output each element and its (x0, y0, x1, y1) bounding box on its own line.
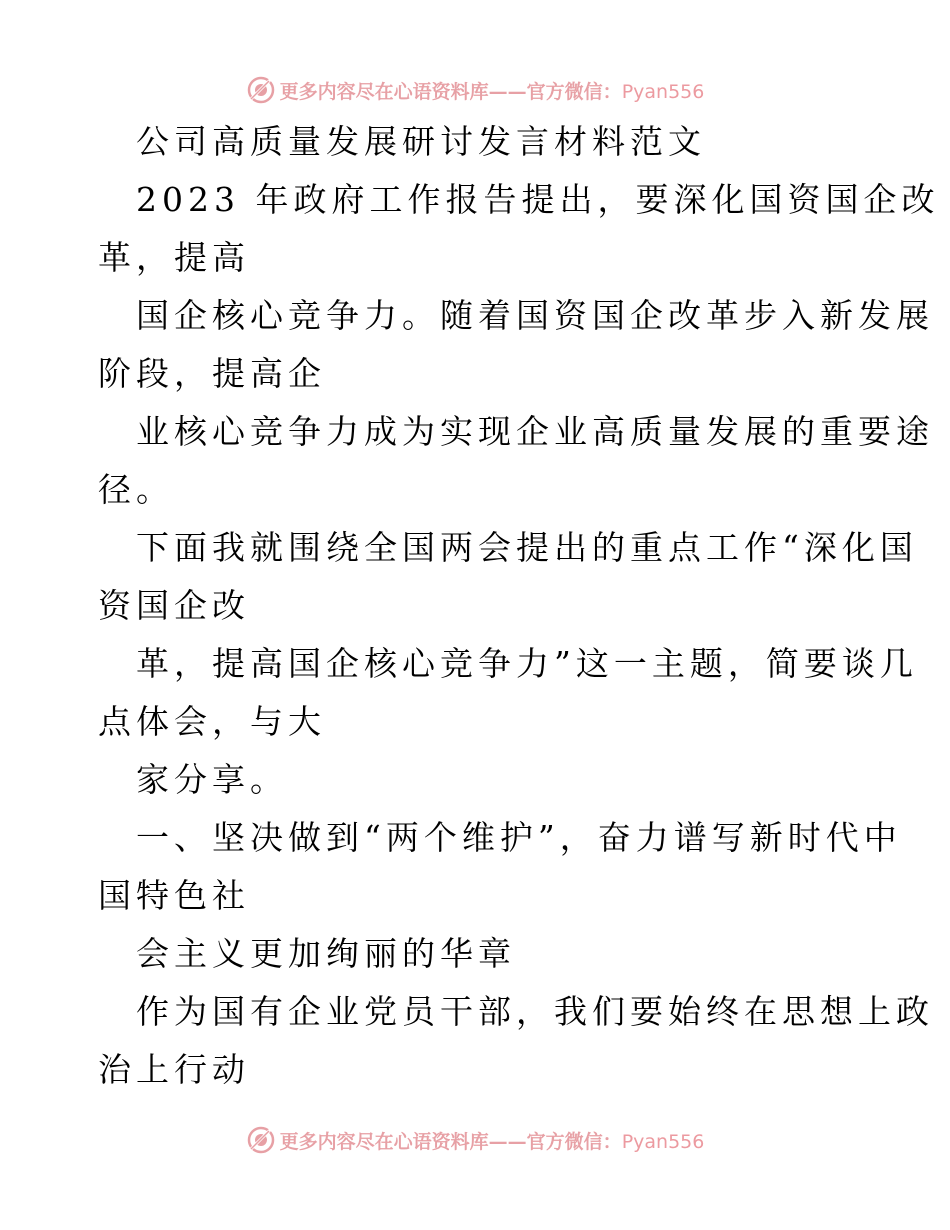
paragraph-line: 家分享。 (136, 760, 288, 799)
header-banner (0, 70, 950, 110)
paragraph-line: 阶段，提高企 (98, 354, 326, 393)
footer-brand-text: 更多内容尽在心语资料库——官方微信：Pyan556 (279, 1130, 705, 1153)
section-heading-line: 会主义更加绚丽的华章 (136, 934, 516, 973)
header-brand-text: 更多内容尽在心语资料库——官方微信：Pyan556 (279, 80, 705, 103)
paragraph-line: 径。 (98, 470, 174, 509)
paragraph-line: 2023 年政府工作报告提出，要深化国资国企改 (136, 180, 940, 219)
paragraph-line: 业核心竞争力成为实现企业高质量发展的重要途 (136, 412, 934, 451)
paragraph-line: 作为国有企业党员干部，我们要始终在思想上政 (136, 992, 934, 1031)
paragraph-line: 资国企改 (98, 586, 250, 625)
seal-pen-icon (246, 75, 276, 105)
doc-title: 公司高质量发展研讨发言材料范文 (136, 122, 706, 161)
paragraph-line: 革，提高国企核心竞争力”这一主题，简要谈几 (136, 644, 918, 683)
paragraph-line: 点体会，与大 (98, 702, 326, 741)
seal-pen-icon (246, 1125, 276, 1155)
footer-banner (0, 1120, 950, 1160)
paragraph-line: 治上行动 (98, 1050, 250, 1089)
paragraph-line: 下面我就围绕全国两会提出的重点工作“深化国 (136, 528, 918, 567)
section-heading-line: 一、坚决做到“两个维护”，奋力谱写新时代中 (136, 818, 902, 857)
paragraph-line: 革，提高 (98, 238, 250, 277)
document-body (98, 120, 940, 1106)
paragraph-line: 国企核心竞争力。随着国资国企改革步入新发展 (136, 296, 934, 335)
section-heading-line: 国特色社 (98, 876, 250, 915)
